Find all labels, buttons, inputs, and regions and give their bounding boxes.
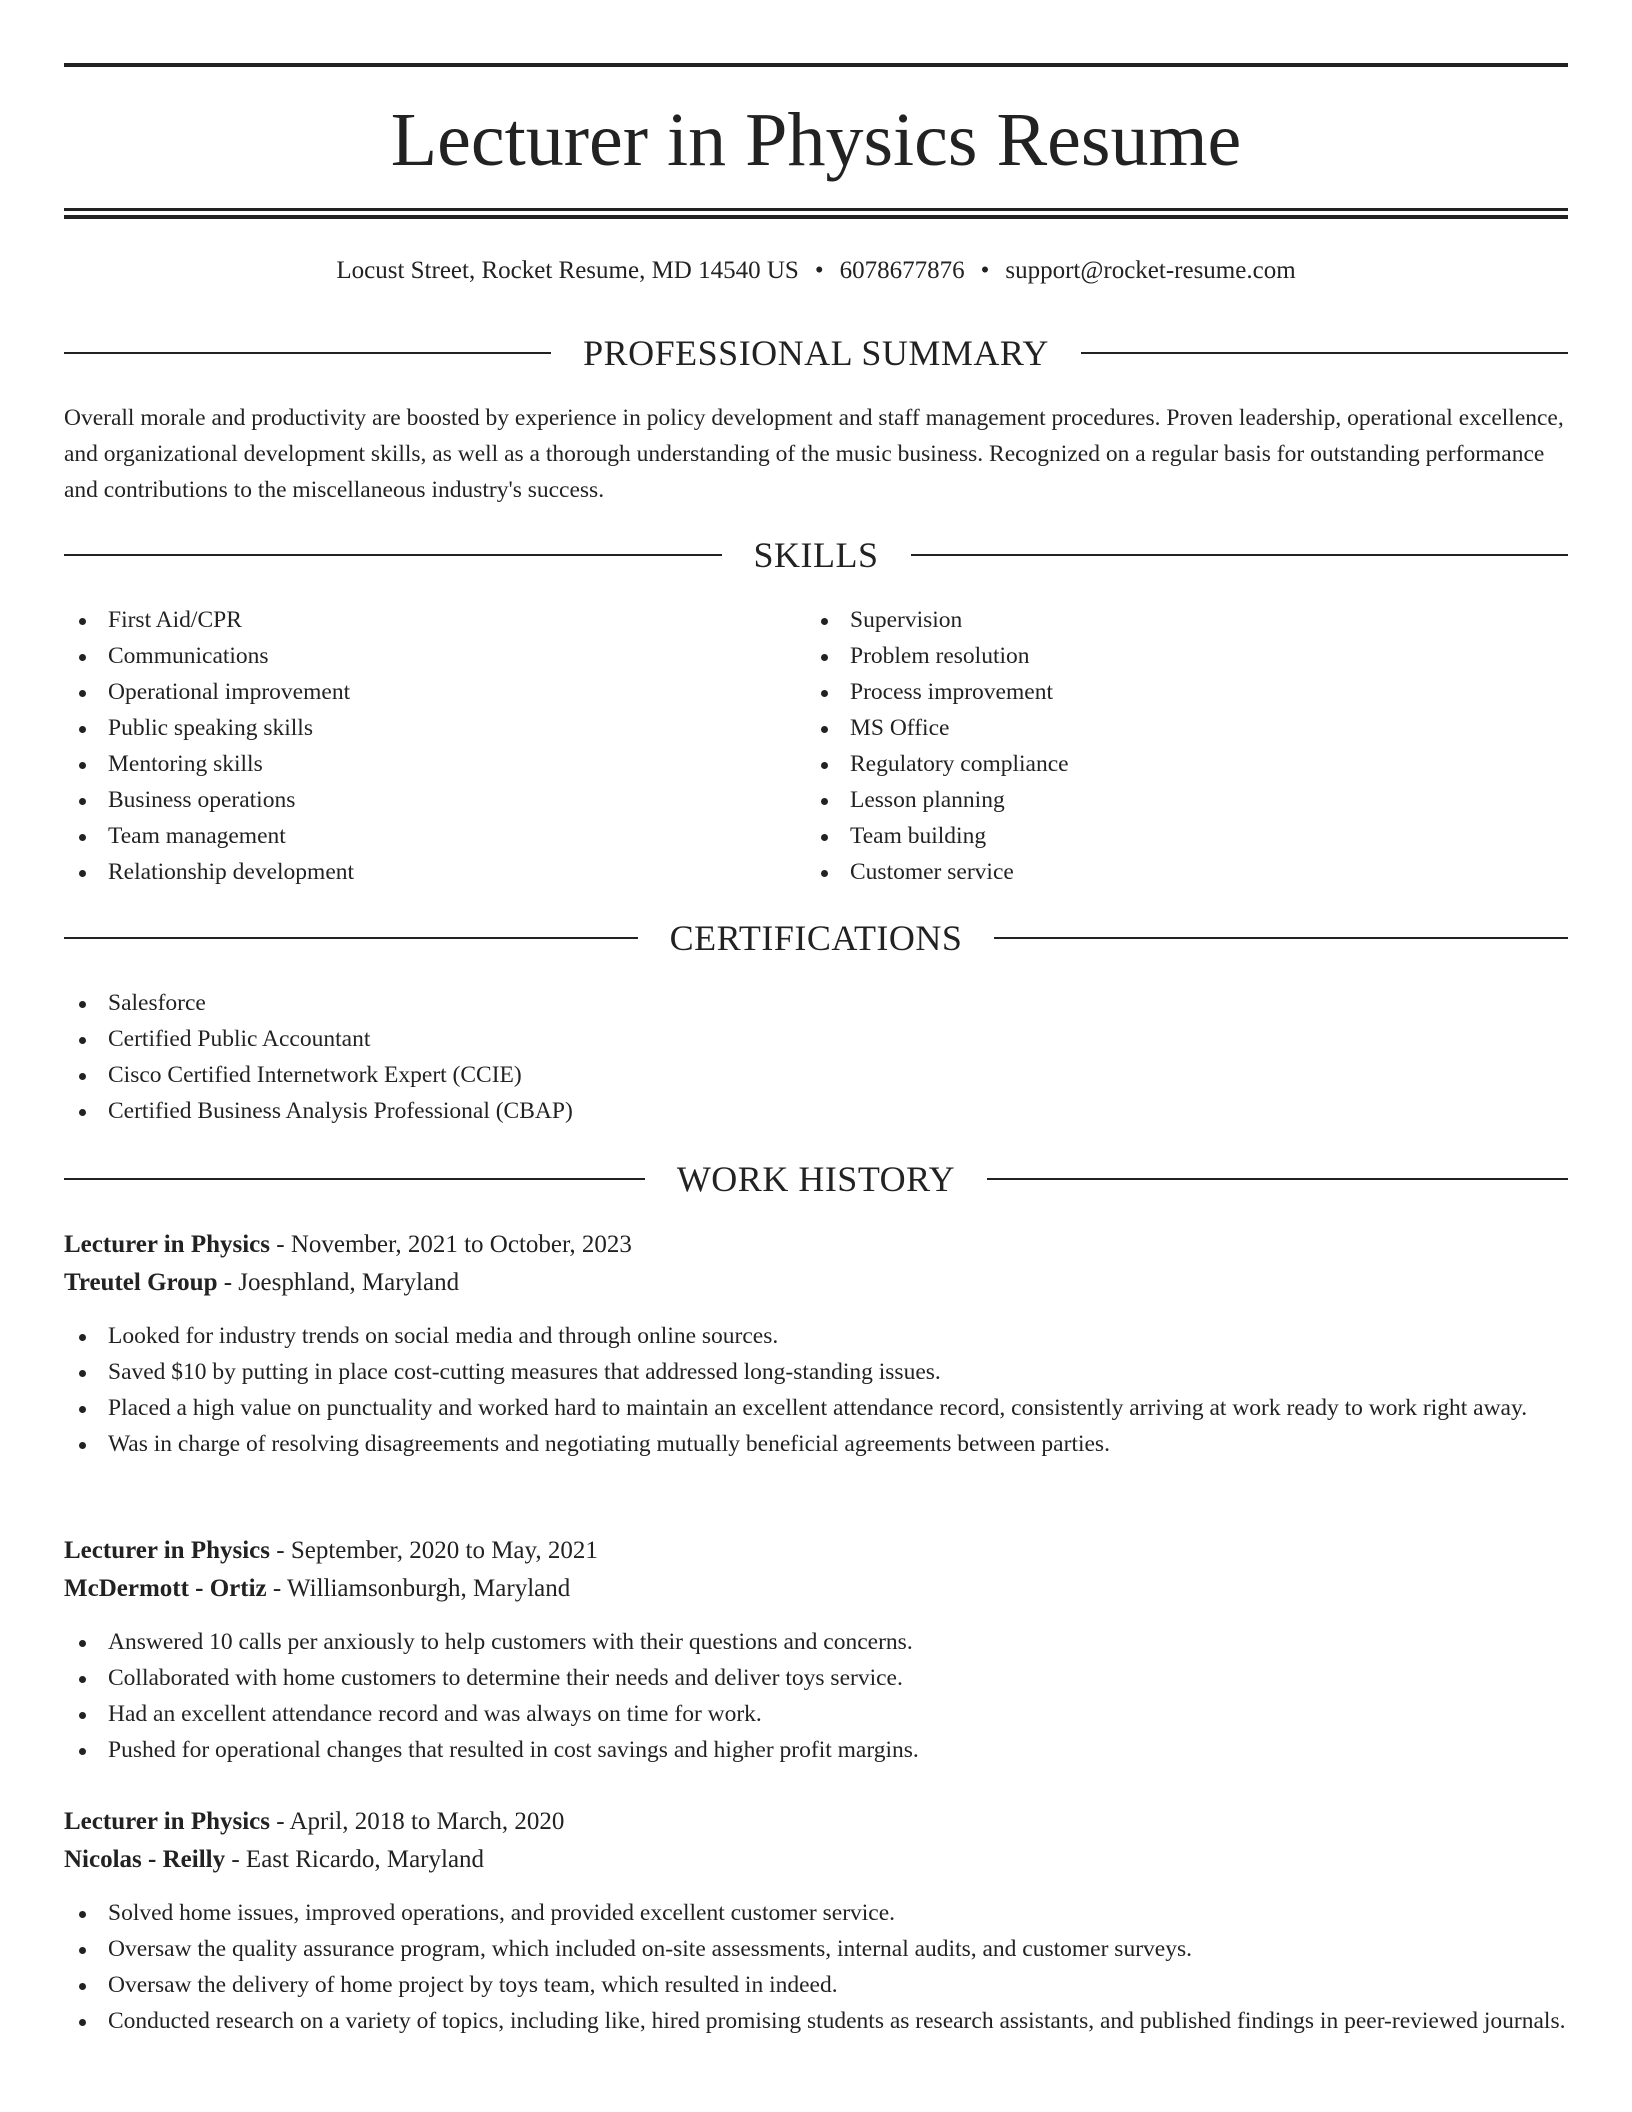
skill-item: Public speaking skills (64, 710, 804, 746)
job-duty-item: Answered 10 calls per anxiously to help customers with their questions and concerns. (64, 1624, 1568, 1660)
section-rule (64, 937, 638, 939)
job-duty-item: Saved $10 by putting in place cost-cutting measures that addressed long-standing issues. (64, 1354, 1568, 1390)
section-header-skills (64, 533, 1568, 577)
job-location: - East Ricardo, Maryland (225, 1846, 485, 1873)
skill-item: Mentoring skills (64, 746, 804, 782)
job-title-line (64, 1532, 1568, 1570)
certification-item: Salesforce (64, 985, 1568, 1021)
skill-item: Business operations (64, 782, 804, 818)
contact-address: Locust Street, Rocket Resume, MD 14540 US (336, 257, 799, 284)
skill-item: Customer service (806, 854, 1546, 890)
contact-separator: • (980, 257, 990, 284)
job-title-line (64, 1226, 1568, 1264)
section-title: PROFESSIONAL SUMMARY (583, 333, 1049, 373)
job-company: McDermott - Ortiz (64, 1575, 267, 1602)
job-dates: - November, 2021 to October, 2023 (270, 1231, 632, 1258)
section-rule (64, 554, 722, 556)
section-rule (994, 937, 1568, 939)
job-dates: - April, 2018 to March, 2020 (270, 1808, 565, 1835)
contact-separator: • (814, 257, 824, 284)
job-duty-item: Oversaw the delivery of home project by toys team, which resulted in indeed. (64, 1967, 1568, 2003)
skill-item: Operational improvement (64, 674, 804, 710)
job-entry (64, 1803, 1568, 2039)
job-dates: - September, 2020 to May, 2021 (270, 1537, 598, 1564)
job-location: - Williamsonburgh, Maryland (266, 1575, 571, 1602)
section-rule (64, 1178, 645, 1180)
certifications-list (64, 985, 1568, 1129)
skill-item: Relationship development (64, 854, 804, 890)
section-rule (64, 352, 551, 354)
contact-phone: 6078677876 (839, 257, 965, 284)
job-location: - Joesphland, Maryland (217, 1269, 460, 1296)
top-rule (64, 63, 1568, 67)
contact-line (64, 254, 1568, 288)
certification-item: Certified Public Accountant (64, 1021, 1568, 1057)
job-duty-item: Conducted research on a variety of topics, including like, hired promising students as research assistants, and published findings in peer-reviewed journals. (64, 2003, 1568, 2039)
section-header-work (64, 1157, 1568, 1201)
skill-item: Team building (806, 818, 1546, 854)
job-company-line (64, 1264, 1568, 1302)
job-title-line (64, 1803, 1568, 1841)
skill-item: Regulatory compliance (806, 746, 1546, 782)
resume-title: Lecturer in Physics Resume (390, 98, 1242, 182)
title-rule-lower (64, 215, 1568, 219)
certification-item: Certified Business Analysis Professional (CBAP) (64, 1093, 1568, 1129)
job-duties-list (64, 1624, 1568, 1768)
job-duty-item: Placed a high value on punctuality and worked hard to maintain an excellent attendance record, consistently arriving at work ready to work right away. (64, 1390, 1568, 1426)
job-duty-item: Was in charge of resolving disagreements and negotiating mutually beneficial agreements between parties. (64, 1426, 1568, 1462)
job-duty-item: Pushed for operational changes that resulted in cost savings and higher profit margins. (64, 1732, 1568, 1768)
certification-item: Cisco Certified Internetwork Expert (CCIE) (64, 1057, 1568, 1093)
job-duties-list (64, 1318, 1568, 1462)
section-rule (1081, 352, 1568, 354)
job-duty-item: Looked for industry trends on social media and through online sources. (64, 1318, 1568, 1354)
summary-text: Overall morale and productivity are boosted by experience in policy development and staff management procedures. Proven leadership, operational excellence, and organizational development skills, as well as a thorough understanding of the music business. Recognized on a regular basis for outstanding performance and contributions to the miscellaneous industry's success. (64, 405, 1564, 503)
job-duty-item: Collaborated with home customers to determine their needs and deliver toys service. (64, 1660, 1568, 1696)
section-title: CERTIFICATIONS (669, 918, 963, 958)
job-duty-item: Had an excellent attendance record and was always on time for work. (64, 1696, 1568, 1732)
skill-item: MS Office (806, 710, 1546, 746)
section-title: SKILLS (753, 535, 879, 575)
section-rule (911, 554, 1569, 556)
job-entry (64, 1532, 1568, 1768)
skills-list-right (806, 602, 1546, 890)
job-duty-item: Oversaw the quality assurance program, which included on-site assessments, internal audits, and customer surveys. (64, 1931, 1568, 1967)
job-company: Treutel Group (64, 1269, 218, 1296)
job-role: Lecturer in Physics (64, 1231, 271, 1258)
section-rule (987, 1178, 1568, 1180)
skill-item: Process improvement (806, 674, 1546, 710)
section-header-summary (64, 331, 1568, 375)
skill-item: Communications (64, 638, 804, 674)
section-title: WORK HISTORY (676, 1159, 956, 1199)
skill-item: First Aid/CPR (64, 602, 804, 638)
skill-item: Supervision (806, 602, 1546, 638)
skills-list-left (64, 602, 804, 890)
job-company-line (64, 1841, 1568, 1879)
skill-item: Team management (64, 818, 804, 854)
contact-email: support@rocket-resume.com (1005, 257, 1296, 284)
job-duty-item: Solved home issues, improved operations, and provided excellent customer service. (64, 1895, 1568, 1931)
job-duties-list (64, 1895, 1568, 2039)
section-header-certifications (64, 916, 1568, 960)
title-rule-upper (64, 208, 1568, 211)
job-company: Nicolas - Reilly (64, 1846, 226, 1873)
job-company-line (64, 1570, 1568, 1608)
job-role: Lecturer in Physics (64, 1537, 271, 1564)
job-role: Lecturer in Physics (64, 1808, 271, 1835)
skill-item: Lesson planning (806, 782, 1546, 818)
skill-item: Problem resolution (806, 638, 1546, 674)
job-entry (64, 1226, 1568, 1462)
